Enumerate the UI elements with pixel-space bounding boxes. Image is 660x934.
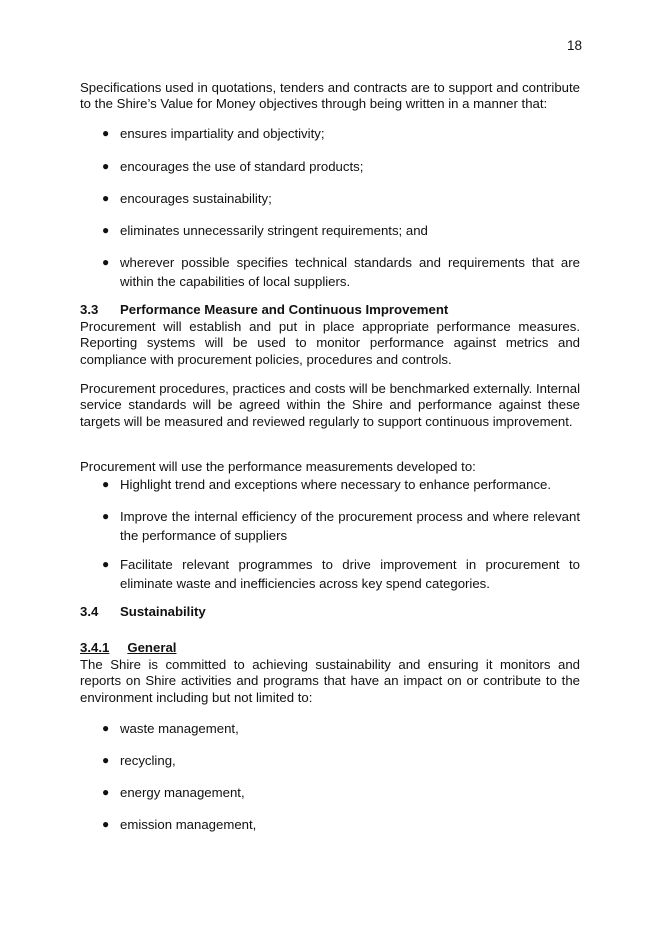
bullet-icon: ● bbox=[102, 557, 110, 571]
list-item: ● emission management, bbox=[80, 815, 580, 834]
list-item: ● wherever possible specifies technical standards and requirements that are within the capabilities of local suppliers. bbox=[80, 253, 580, 291]
list-item: ● Improve the internal efficiency of the procurement process and where relevant the performance of suppliers bbox=[80, 507, 580, 545]
bullet-icon: ● bbox=[102, 223, 110, 237]
bullet-icon: ● bbox=[102, 753, 110, 767]
intro-paragraph: Specifications used in quotations, tenders and contracts are to support and contribute to the Shire’s Value for Money objectives through being written in a manner that: bbox=[80, 80, 580, 112]
list-item: ● Highlight trend and exceptions where necessary to enhance performance. bbox=[80, 475, 580, 494]
list-item: ● energy management, bbox=[80, 783, 580, 802]
section-heading-3-3: 3.3 Performance Measure and Continuous Improvement bbox=[80, 302, 449, 317]
bullet-icon: ● bbox=[102, 477, 110, 491]
list-item: ● waste management, bbox=[80, 719, 580, 738]
list-item: ● encourages the use of standard products; bbox=[80, 157, 580, 176]
bullet-icon: ● bbox=[102, 126, 110, 140]
bullet-icon: ● bbox=[102, 721, 110, 735]
section-paragraph: The Shire is committed to achieving sustainability and ensuring it monitors and reports on Shire activities and programs that have an impact on or contribute to the environment including but not limited to: bbox=[80, 657, 580, 705]
bullet-icon: ● bbox=[102, 191, 110, 205]
list-item: ● eliminates unnecessarily stringent requirements; and bbox=[80, 221, 580, 240]
bullet-icon: ● bbox=[102, 509, 110, 523]
page-number: 18 bbox=[566, 38, 582, 53]
list-item: ● Facilitate relevant programmes to drive improvement in procurement to eliminate waste and inefficiencies across key spend categories. bbox=[80, 555, 580, 593]
section-paragraph: Procurement will use the performance measurements developed to: bbox=[80, 459, 476, 474]
bullet-icon: ● bbox=[102, 255, 110, 269]
list-item: ● recycling, bbox=[80, 751, 580, 770]
subsection-heading-3-4-1: 3.4.1 General bbox=[80, 640, 177, 655]
bullet-icon: ● bbox=[102, 817, 110, 831]
list-item: ● encourages sustainability; bbox=[80, 189, 580, 208]
bullet-icon: ● bbox=[102, 159, 110, 173]
section-paragraph: Procurement will establish and put in place appropriate performance measures. Reporting systems will be used to monitor performance against metrics and compliance with procurement policies, procedures and controls. bbox=[80, 319, 580, 367]
bullet-icon: ● bbox=[102, 785, 110, 799]
section-paragraph: Procurement procedures, practices and costs will be benchmarked externally. Internal service standards will be agreed within the Shire and performance against these targets will be measured and reviewed regularly to support continuous improvement. bbox=[80, 381, 580, 429]
section-heading-3-4: 3.4 Sustainability bbox=[80, 604, 206, 619]
list-item: ● ensures impartiality and objectivity; bbox=[80, 124, 580, 143]
